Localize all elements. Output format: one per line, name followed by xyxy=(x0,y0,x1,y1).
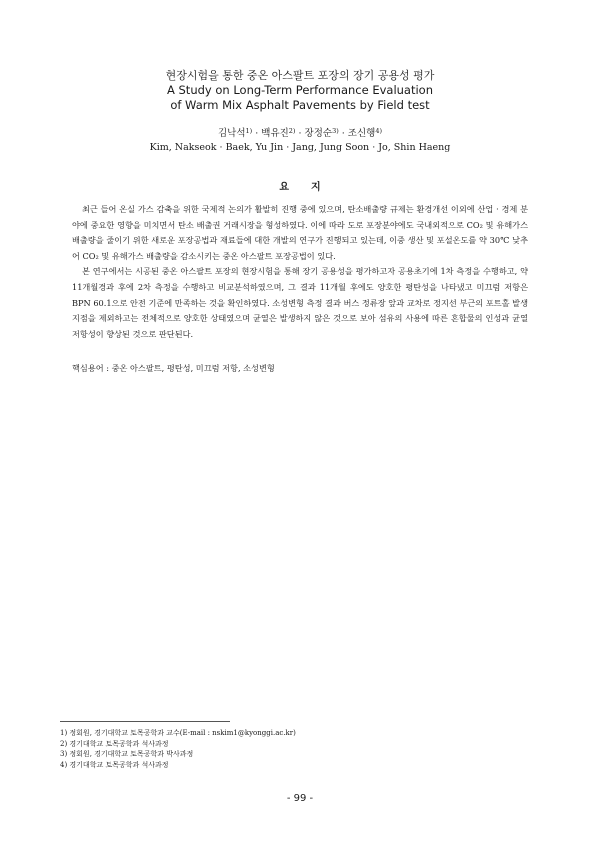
footnote: 1) 정회원, 경기대학교 토목공학과 교수(E-mail : nskim1@kyonggi.ac.kr) xyxy=(60,729,296,737)
author-name: 조신행 xyxy=(347,128,376,139)
english-title-line-1: A Study on Long-Term Performance Evaluation xyxy=(166,83,434,97)
korean-author-list xyxy=(60,124,540,141)
page-number: - 99 - xyxy=(286,793,314,804)
author-footnote-mark: 2) xyxy=(288,127,296,135)
footnote: 2) 경기대학교 토목공학과 석사과정 xyxy=(60,739,169,748)
korean-title: 현장시험을 통한 중온 아스팔트 포장의 장기 공용성 평가 xyxy=(165,69,435,82)
author-separator: · xyxy=(338,128,348,139)
english-author-list: Kim, Nakseok · Baek, Yu Jin · Jang, Jung Soon · Jo, Shin Haeng xyxy=(149,142,451,153)
author-separator: · xyxy=(252,128,262,139)
author-footnote-mark: 1) xyxy=(245,127,253,135)
author-name: 김낙석 xyxy=(218,128,246,139)
author-block xyxy=(60,124,540,155)
footnote: 4) 경기대학교 토목공학과 석사과정 xyxy=(60,760,169,769)
abstract-paragraph: 최근 들어 온실 가스 감축을 위한 국제적 논의가 활발히 진행 중에 있으며, 탄소배출량 규제는 환경개선 이외에 산업 · 경제 분야에 중요한 영향을 미치면서 탄소 배출권 거래시장을 형성하였다. 이에 따라 도로 포장분야에도 국내외적으로 CO₂ 및 유해가스 배출량을 줄이기 위한 새로운 포장공법과 재료들에 대한 개발의 연구가 진행되고 있는데, 이중 생산 및 포설온도를 약 30℃ 낮추어 CO₂ 및 유해가스 배출량을 감소시키는 중온 아스팔트 포장공법이 있다. xyxy=(72,204,528,261)
footnote: 3) 정회원, 경기대학교 토목공학과 박사과정 xyxy=(60,750,194,758)
abstract-paragraph: 본 연구에서는 시공된 중온 아스팔트 포장의 현장시험을 통해 장기 공용성을 평가하고자 공용초기에 1차 측정을 수행하고, 약 11개월경과 후에 2차 측정을 수행하고 비교분석하였으며, 그 결과 11개월 후에도 양호한 평탄성을 나타냈고 미끄럼 저항은 BPN 60.1으로 안전 기준에 만족하는 것을 확인하였다. 소성변형 측정 결과 버스 정류장 앞과 교차로 정지선 부근의 포트홀 발생 지점을 제외하고는 전체적으로 양호한 상태였으며 균열은 발생하지 않은 것으로 보아 섬유의 사용에 따른 혼합물의 인성과 균열 저항성이 향상된 것으로 판단된다. xyxy=(72,266,528,339)
title-block xyxy=(60,68,540,113)
author-footnote-mark: 3) xyxy=(332,127,339,135)
abstract-body xyxy=(72,202,528,342)
author-separator: · xyxy=(295,128,305,139)
author-name: 장정순 xyxy=(304,128,333,139)
footnote-divider xyxy=(60,721,230,722)
abstract-heading: 요지 xyxy=(279,182,343,193)
keywords: 핵심용어 : 중온 아스팔트, 평탄성, 미끄럼 저항, 소성변형 xyxy=(72,363,275,373)
english-title-line-2: of Warm Mix Asphalt Pavements by Field test xyxy=(170,98,430,112)
footnotes xyxy=(60,728,530,770)
author-name: 백유진 xyxy=(261,128,289,139)
author-footnote-mark: 4) xyxy=(375,127,382,135)
